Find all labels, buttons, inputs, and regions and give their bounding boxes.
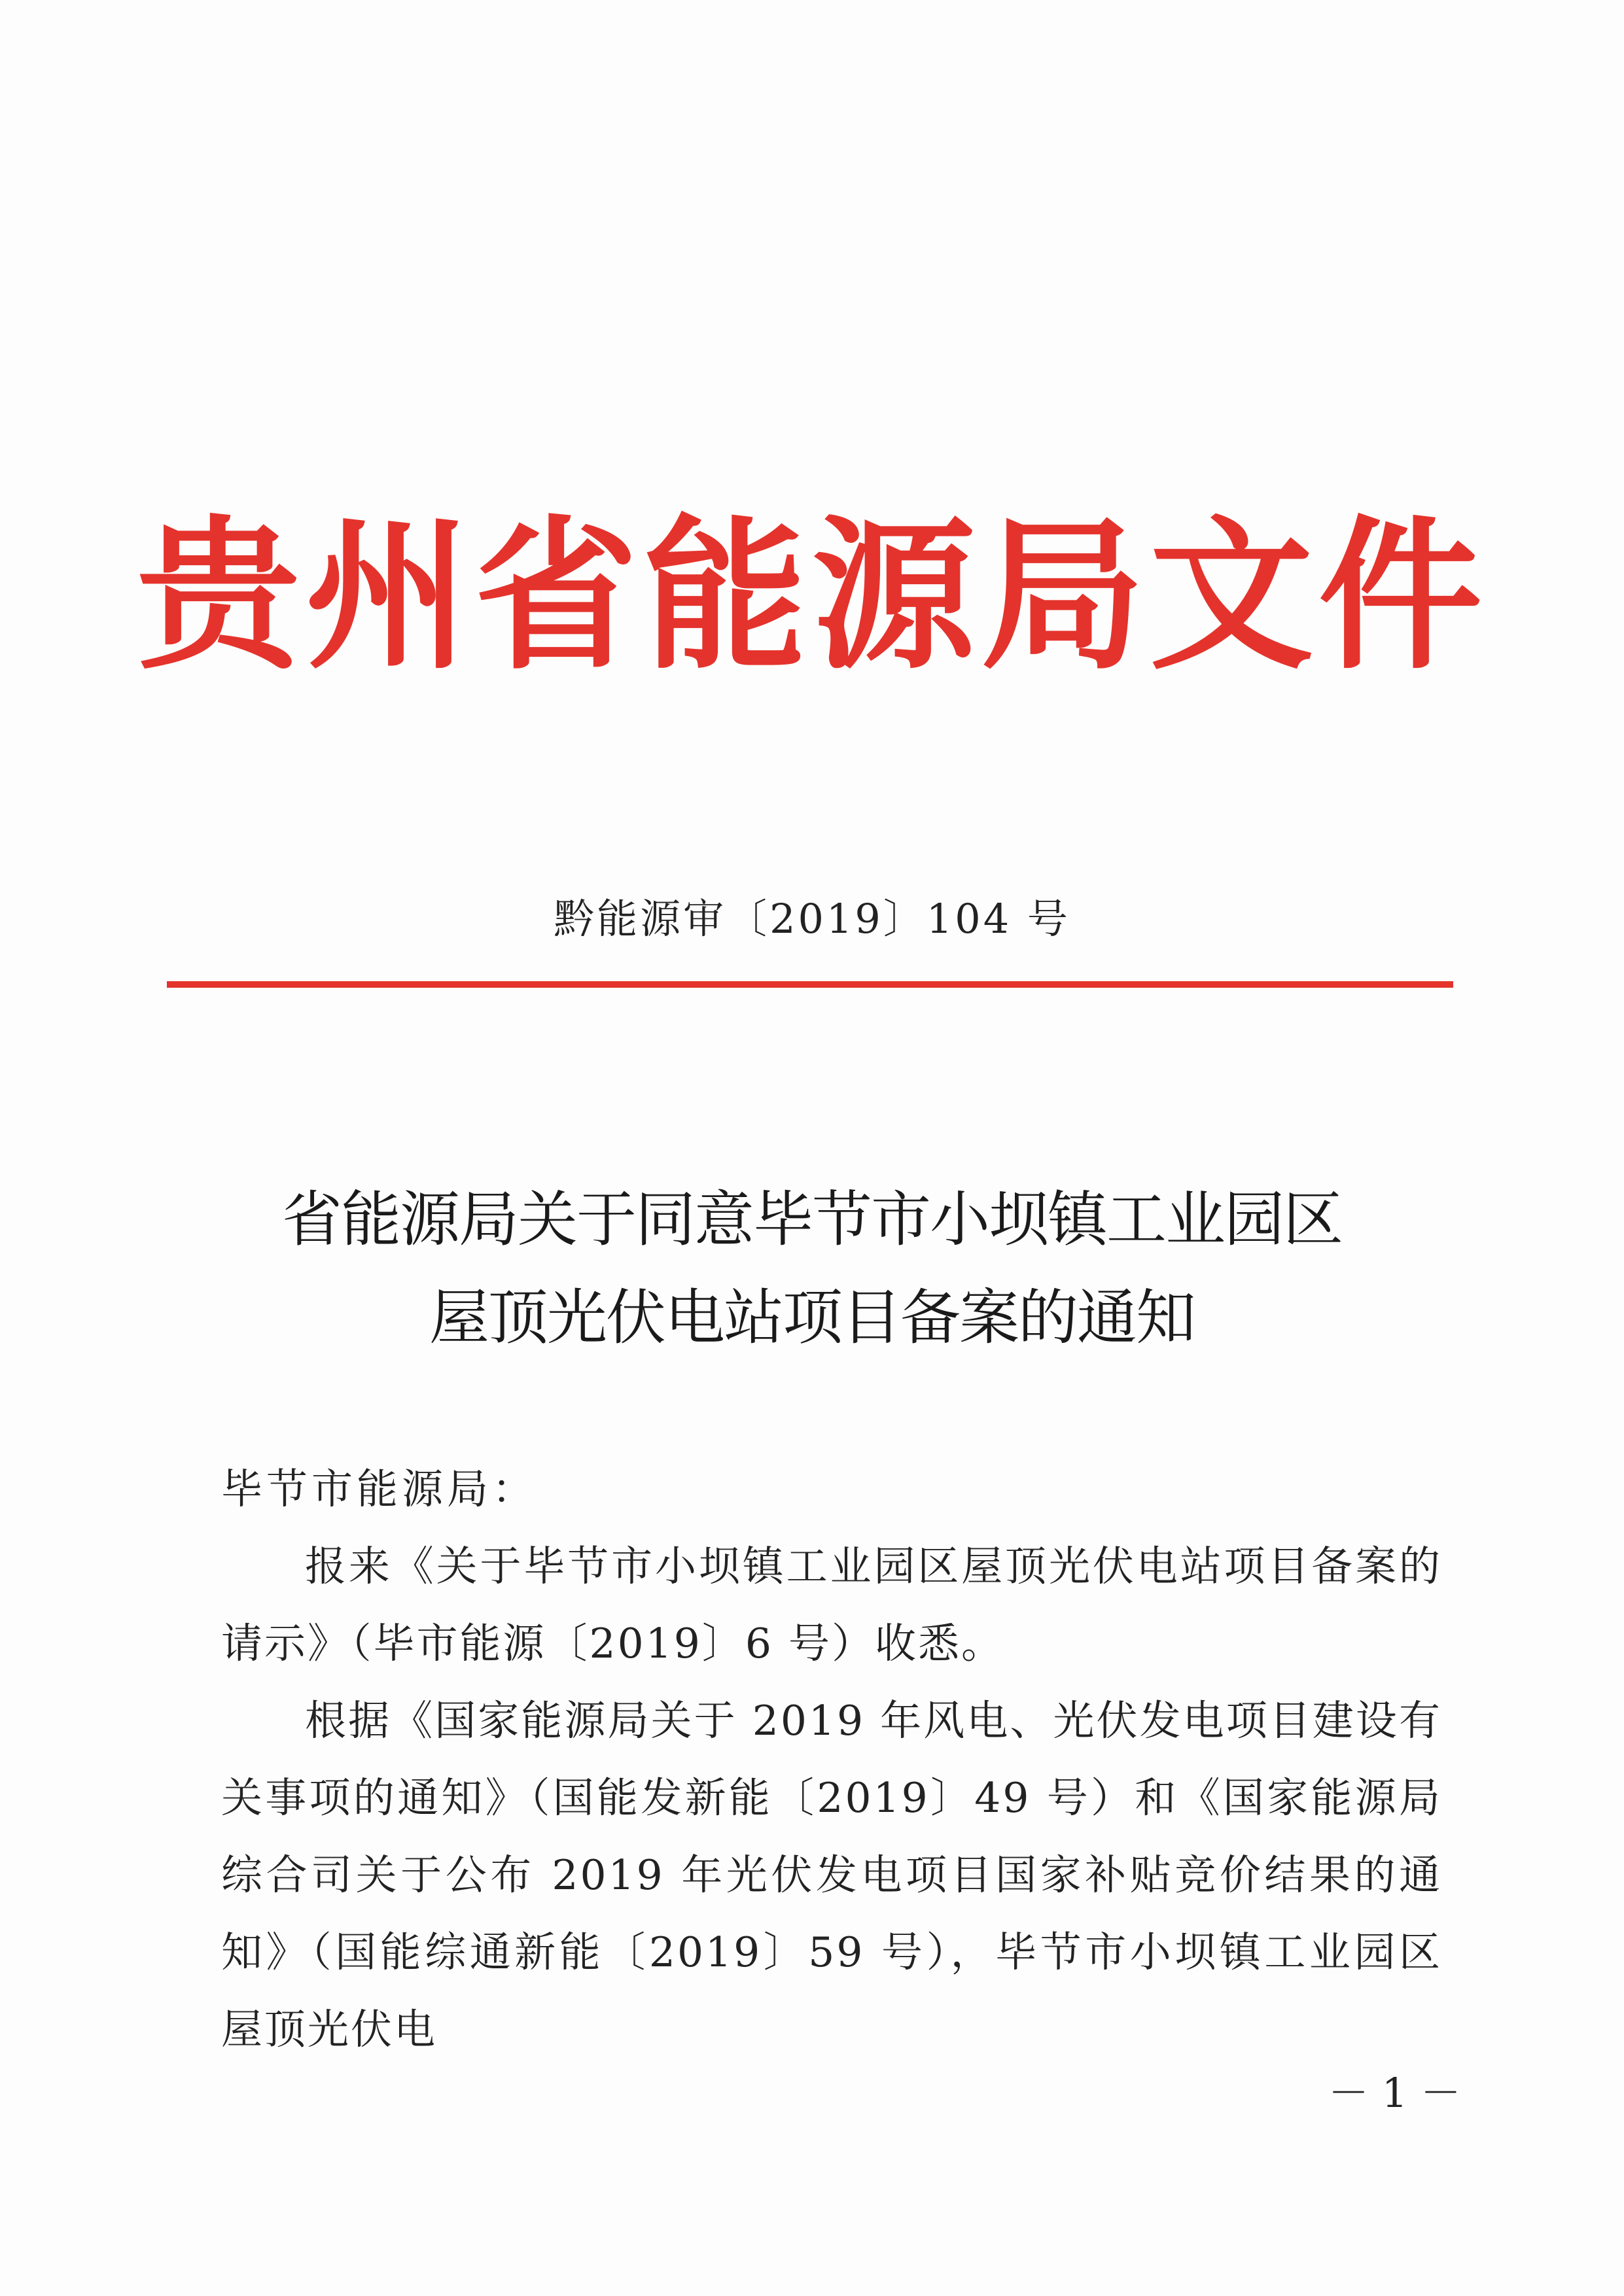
notice-title-line-2: 屋顶光伏电站项目备案的通知 [429, 1283, 1195, 1353]
paragraph-2: 根据《国家能源局关于 2019 年风电、光伏发电项目建设有关事项的通知》（国能发新能〔2019〕49 号）和《国家能源局综合司关于公布 2019 年光伏发电项目国家补贴竞价结果的通知》（国能综通新能〔2019〕59 号），毕节市小坝镇工业园区屋顶光伏电 [221, 1697, 1442, 2053]
page-number: － 1 － [1328, 2069, 1461, 2117]
notice-body [221, 1451, 1442, 2068]
notice-title [0, 1171, 1624, 1367]
salutation: 毕节市能源局： [221, 1465, 537, 1513]
notice-title-line-1: 省能源局关于同意毕节市小坝镇工业园区 [281, 1185, 1342, 1255]
paragraph-1: 报来《关于毕节市小坝镇工业园区屋顶光伏电站项目备案的请示》（毕市能源〔2019〕6 号）收悉。 [221, 1542, 1442, 1667]
issuing-authority-title: 贵州省能源局文件 [137, 499, 1487, 691]
red-divider-line [167, 981, 1453, 988]
document-number: 黔能源审〔2019〕104 号 [554, 895, 1070, 943]
